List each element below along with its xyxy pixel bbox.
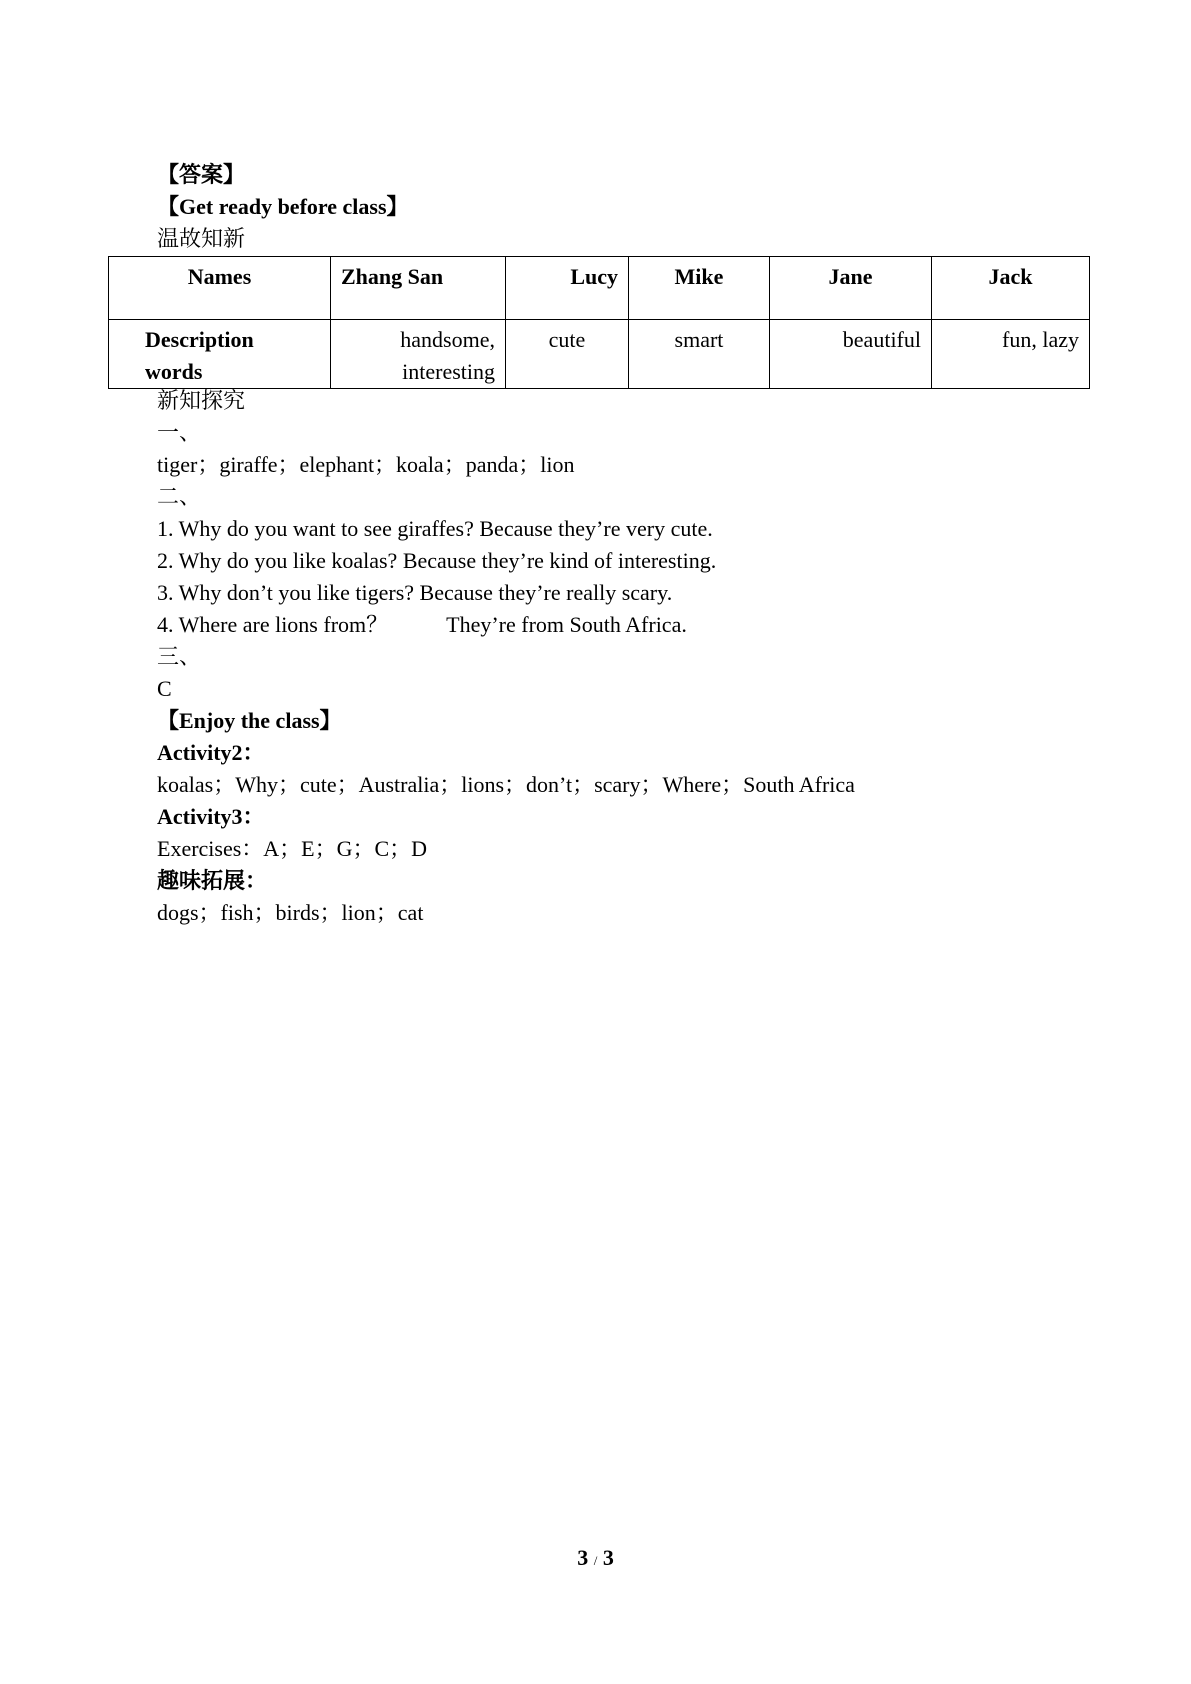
cell-line: interesting [402, 359, 495, 384]
answer-heading: 【答案】 [157, 162, 246, 187]
question-3: 3. Why don’t you like tigers? Because they’re really scary. [157, 580, 673, 605]
part3-label: 三、 [157, 644, 202, 669]
question-4-question: 4. Where are lions from？ [157, 612, 389, 637]
table-cell [331, 320, 506, 389]
review-label: 温故知新 [157, 226, 246, 251]
table-row-label [109, 320, 331, 389]
enjoy-heading: 【Enjoy the class】 [157, 708, 342, 733]
activity2-answer: koalas；Why；cute；Australia；lions；don’t；scary；Where；South Africa [157, 772, 855, 797]
activity2-label: Activity2： [157, 740, 265, 765]
fun-extension-label: 趣味拓展： [157, 868, 268, 893]
row-label-line: Description [145, 327, 254, 352]
explore-label: 新知探究 [157, 388, 246, 413]
page-separator: / [593, 1553, 598, 1568]
activity3-answer: Exercises：A；E；G；C；D [157, 836, 428, 861]
table-cell: smart [629, 320, 770, 389]
get-ready-heading: 【Get ready before class】 [157, 194, 409, 219]
question-4-answer: They’re from South Africa. [446, 612, 687, 637]
question-4 [157, 611, 687, 639]
table-header-row [109, 257, 1090, 320]
question-2: 2. Why do you like koalas? Because they’re kind of interesting. [157, 548, 717, 573]
part3-answer: C [157, 676, 172, 701]
table-header-cell: Zhang San [331, 257, 506, 320]
table-cell: cute [506, 320, 629, 389]
row-label-line: words [145, 359, 203, 384]
page-number [0, 1545, 1191, 1571]
description-table [108, 256, 1090, 389]
table-header-cell: Jane [770, 257, 932, 320]
activity3-label: Activity3： [157, 804, 265, 829]
table-header-cell: Names [109, 257, 331, 320]
table-header-cell: Mike [629, 257, 770, 320]
table-header-cell: Jack [932, 257, 1090, 320]
question-1: 1. Why do you want to see giraffes? Because they’re very cute. [157, 516, 713, 541]
table-cell: beautiful [770, 320, 932, 389]
cell-line: handsome, [400, 327, 495, 352]
table-row [109, 320, 1090, 389]
part1-answer: tiger；giraffe；elephant；koala；panda；lion [157, 452, 575, 477]
part1-label: 一、 [157, 420, 202, 445]
table-cell: fun, lazy [932, 320, 1090, 389]
page-total: 3 [602, 1545, 614, 1570]
page-current: 3 [577, 1545, 589, 1570]
table-header-cell: Lucy [506, 257, 629, 320]
part2-label: 二、 [157, 484, 202, 509]
fun-extension-answer: dogs；fish；birds；lion；cat [157, 900, 424, 925]
